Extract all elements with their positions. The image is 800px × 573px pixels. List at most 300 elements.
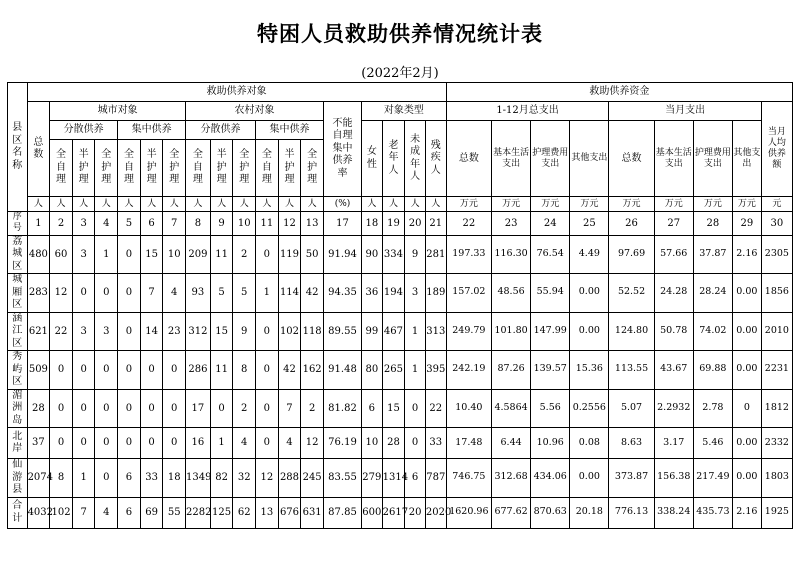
table-cell: 0.00 <box>570 274 609 313</box>
table-cell: 0.00 <box>732 351 761 390</box>
header-full-care: 全 护 理 <box>301 140 324 197</box>
table-cell: 0 <box>118 351 141 390</box>
unit-cell: 人 <box>27 197 50 212</box>
table-cell: 3 <box>95 312 118 351</box>
table-cell: 76.54 <box>531 235 570 274</box>
table-cell: 3.17 <box>654 428 693 459</box>
table-cell: 4.5864 <box>492 389 531 428</box>
statistics-table <box>7 82 793 529</box>
table-cell: 4 <box>278 428 301 459</box>
table-cell: 48.56 <box>492 274 531 313</box>
unit-cell: 万元 <box>446 197 491 212</box>
table-cell: 1 <box>72 459 95 498</box>
table-cell: 1314 <box>382 459 405 498</box>
table-cell: 20 <box>405 497 426 528</box>
table-cell: 676 <box>278 497 301 528</box>
table-cell: 28.24 <box>693 274 732 313</box>
seq-label: 序 号 <box>8 212 28 236</box>
table-cell: 125 <box>210 497 233 528</box>
header-rural-centralized: 集中供养 <box>256 121 324 140</box>
unit-cell: 人 <box>362 197 383 212</box>
seq-cell: 18 <box>362 212 383 236</box>
unit-cell: 万元 <box>732 197 761 212</box>
table-cell: 2020 <box>425 497 446 528</box>
table-cell: 621 <box>27 312 50 351</box>
table-cell: 83.55 <box>323 459 361 498</box>
header-month-other: 其他支出 <box>732 121 761 197</box>
table-cell: 0 <box>72 389 95 428</box>
unit-cell: 人 <box>50 197 73 212</box>
table-cell: 74.02 <box>693 312 732 351</box>
table-cell: 118 <box>301 312 324 351</box>
table-cell: 4 <box>233 428 256 459</box>
table-cell: 0.00 <box>732 428 761 459</box>
unit-cell: 人 <box>118 197 141 212</box>
table-cell: 787 <box>425 459 446 498</box>
table-cell: 434.06 <box>531 459 570 498</box>
unit-cell: 人 <box>278 197 301 212</box>
table-cell: 28 <box>382 428 405 459</box>
header-full-care: 全 护 理 <box>233 140 256 197</box>
table-cell: 4032 <box>27 497 50 528</box>
table-cell: 42 <box>301 274 324 313</box>
table-cell: 509 <box>27 351 50 390</box>
table-cell: 395 <box>425 351 446 390</box>
seq-cell: 12 <box>278 212 301 236</box>
seq-cell: 10 <box>233 212 256 236</box>
table-cell: 1 <box>95 235 118 274</box>
table-row <box>8 497 793 528</box>
header-county-name: 县 区 名 称 <box>8 83 28 212</box>
table-cell: 15 <box>382 389 405 428</box>
table-cell: 99 <box>362 312 383 351</box>
table-cell: 91.48 <box>323 351 361 390</box>
table-cell: 600 <box>362 497 383 528</box>
table-cell: 36 <box>362 274 383 313</box>
table-cell: 37.87 <box>693 235 732 274</box>
table-cell: 3 <box>72 235 95 274</box>
table-cell: 94.35 <box>323 274 361 313</box>
table-row <box>8 459 793 498</box>
table-cell: 147.99 <box>531 312 570 351</box>
table-cell: 4 <box>163 274 186 313</box>
table-cell: 2.16 <box>732 497 761 528</box>
table-cell: 6 <box>405 459 426 498</box>
table-cell: 43.67 <box>654 351 693 390</box>
unit-cell: 人 <box>233 197 256 212</box>
table-cell: 1803 <box>761 459 792 498</box>
table-cell: 0 <box>118 428 141 459</box>
header-rate: 不能 自理 集中 供养 率 <box>323 102 361 197</box>
table-cell: 8 <box>50 459 73 498</box>
table-cell: 33 <box>425 428 446 459</box>
table-cell: 288 <box>278 459 301 498</box>
row-name: 城 厢 区 <box>8 274 28 313</box>
unit-cell: 人 <box>186 197 211 212</box>
table-cell: 37 <box>27 428 50 459</box>
table-cell: 11 <box>210 235 233 274</box>
unit-cell: (%) <box>323 197 361 212</box>
table-cell: 113.55 <box>609 351 654 390</box>
table-cell: 6.44 <box>492 428 531 459</box>
table-cell: 0 <box>140 428 163 459</box>
table-cell: 334 <box>382 235 405 274</box>
table-cell: 6 <box>362 389 383 428</box>
table-cell: 0 <box>163 389 186 428</box>
header-full-self: 全 自 理 <box>50 140 73 197</box>
table-cell: 2332 <box>761 428 792 459</box>
table-row <box>8 389 793 428</box>
table-cell: 87.26 <box>492 351 531 390</box>
table-cell: 8.63 <box>609 428 654 459</box>
unit-cell: 万元 <box>693 197 732 212</box>
table-cell: 312.68 <box>492 459 531 498</box>
row-name: 荔 城 区 <box>8 235 28 274</box>
table-cell: 265 <box>382 351 405 390</box>
table-cell: 2 <box>301 389 324 428</box>
table-cell: 10.96 <box>531 428 570 459</box>
seq-cell: 24 <box>531 212 570 236</box>
header-elderly: 老 年 人 <box>382 121 405 197</box>
table-cell: 0 <box>118 312 141 351</box>
table-cell: 286 <box>186 351 211 390</box>
table-cell: 7 <box>278 389 301 428</box>
table-cell: 283 <box>27 274 50 313</box>
table-cell: 279 <box>362 459 383 498</box>
header-ytd-other: 其他支出 <box>570 121 609 197</box>
table-cell: 15 <box>210 312 233 351</box>
table-cell: 7 <box>72 497 95 528</box>
table-cell: 2074 <box>27 459 50 498</box>
page-subtitle: (2022年2月) <box>361 66 439 81</box>
table-cell: 101.80 <box>492 312 531 351</box>
header-full-self: 全 自 理 <box>118 140 141 197</box>
header-ytd-care: 护理费用支出 <box>531 121 570 197</box>
unit-cell: 人 <box>405 197 426 212</box>
table-row <box>8 235 793 274</box>
unit-cell: 人 <box>95 197 118 212</box>
seq-cell: 11 <box>256 212 279 236</box>
row-name: 仙 游 县 <box>8 459 28 498</box>
table-cell: 1925 <box>761 497 792 528</box>
table-cell: 209 <box>186 235 211 274</box>
table-cell: 2.16 <box>732 235 761 274</box>
table-cell: 28 <box>27 389 50 428</box>
table-cell: 1812 <box>761 389 792 428</box>
table-cell: 76.19 <box>323 428 361 459</box>
seq-cell: 9 <box>210 212 233 236</box>
table-cell: 17.48 <box>446 428 491 459</box>
table-cell: 9 <box>405 235 426 274</box>
table-cell: 81.82 <box>323 389 361 428</box>
table-cell: 217.49 <box>693 459 732 498</box>
table-cell: 12 <box>256 459 279 498</box>
table-cell: 2 <box>233 389 256 428</box>
unit-cell: 人 <box>301 197 324 212</box>
table-cell: 2.2932 <box>654 389 693 428</box>
table-cell: 8 <box>233 351 256 390</box>
header-ytd: 1-12月总支出 <box>446 102 609 121</box>
table-cell: 0 <box>50 428 73 459</box>
table-cell: 312 <box>186 312 211 351</box>
row-name: 合 计 <box>8 497 28 528</box>
unit-cell: 万元 <box>492 197 531 212</box>
table-cell: 0 <box>163 428 186 459</box>
table-cell: 0 <box>256 235 279 274</box>
header-minor: 未 成 年 人 <box>405 121 426 197</box>
seq-cell: 13 <box>301 212 324 236</box>
header-rural: 农村对象 <box>186 102 324 121</box>
table-cell: 0 <box>50 389 73 428</box>
table-cell: 62 <box>233 497 256 528</box>
table-cell: 0.00 <box>732 274 761 313</box>
table-cell: 93 <box>186 274 211 313</box>
table-cell: 3 <box>72 312 95 351</box>
table-cell: 52.52 <box>609 274 654 313</box>
table-cell: 90 <box>362 235 383 274</box>
table-cell: 13 <box>256 497 279 528</box>
table-cell: 1 <box>405 312 426 351</box>
header-ytd-total: 总数 <box>446 121 491 197</box>
unit-cell: 人 <box>163 197 186 212</box>
unit-cell: 万元 <box>654 197 693 212</box>
table-cell: 480 <box>27 235 50 274</box>
table-cell: 42 <box>278 351 301 390</box>
table-cell: 197.33 <box>446 235 491 274</box>
seq-cell: 26 <box>609 212 654 236</box>
table-cell: 69.88 <box>693 351 732 390</box>
unit-cell: 人 <box>72 197 95 212</box>
table-cell: 55.94 <box>531 274 570 313</box>
seq-cell: 8 <box>186 212 211 236</box>
table-cell: 139.57 <box>531 351 570 390</box>
table-cell: 3 <box>405 274 426 313</box>
seq-cell: 21 <box>425 212 446 236</box>
header-funds: 救助供养资金 <box>446 83 792 102</box>
seq-cell: 29 <box>732 212 761 236</box>
table-cell: 32 <box>233 459 256 498</box>
table-cell: 249.79 <box>446 312 491 351</box>
header-full-care: 全 护 理 <box>95 140 118 197</box>
table-cell: 0 <box>95 428 118 459</box>
seq-cell: 7 <box>163 212 186 236</box>
table-cell: 746.75 <box>446 459 491 498</box>
table-cell: 0 <box>256 312 279 351</box>
table-cell: 12 <box>301 428 324 459</box>
table-cell: 0.08 <box>570 428 609 459</box>
table-cell: 89.55 <box>323 312 361 351</box>
table-cell: 50.78 <box>654 312 693 351</box>
unit-cell: 人 <box>210 197 233 212</box>
table-cell: 5 <box>210 274 233 313</box>
header-month-total: 总数 <box>609 121 654 197</box>
unit-cell: 万元 <box>570 197 609 212</box>
unit-cell: 人 <box>256 197 279 212</box>
table-row <box>8 312 793 351</box>
table-cell: 313 <box>425 312 446 351</box>
table-cell: 0 <box>95 274 118 313</box>
table-row <box>8 428 793 459</box>
row-name: 涵 江 区 <box>8 312 28 351</box>
header-object-type: 对象类型 <box>362 102 447 121</box>
table-cell: 6 <box>118 497 141 528</box>
seq-cell: 25 <box>570 212 609 236</box>
header-urban: 城市对象 <box>50 102 186 121</box>
table-cell: 2010 <box>761 312 792 351</box>
table-cell: 22 <box>50 312 73 351</box>
table-cell: 0 <box>95 389 118 428</box>
table-cell: 2617 <box>382 497 405 528</box>
table-cell: 87.85 <box>323 497 361 528</box>
table-cell: 119 <box>278 235 301 274</box>
seq-cell: 23 <box>492 212 531 236</box>
table-cell: 1 <box>405 351 426 390</box>
table-cell: 4 <box>95 497 118 528</box>
unit-cell: 人 <box>382 197 405 212</box>
table-cell: 5.07 <box>609 389 654 428</box>
table-cell: 7 <box>140 274 163 313</box>
header-disabled: 残 疾 人 <box>425 121 446 197</box>
table-cell: 0 <box>405 389 426 428</box>
table-cell: 631 <box>301 497 324 528</box>
table-cell: 102 <box>50 497 73 528</box>
table-cell: 22 <box>425 389 446 428</box>
table-cell: 55 <box>163 497 186 528</box>
table-cell: 2305 <box>761 235 792 274</box>
table-cell: 0 <box>118 389 141 428</box>
table-cell: 20.18 <box>570 497 609 528</box>
table-cell: 0.00 <box>732 459 761 498</box>
table-cell: 157.02 <box>446 274 491 313</box>
table-cell: 1349 <box>186 459 211 498</box>
header-total: 总 数 <box>27 102 50 197</box>
header-ytd-basic: 基本生活支出 <box>492 121 531 197</box>
table-cell: 69 <box>140 497 163 528</box>
page-title: 特困人员救助供养情况统计表 <box>257 22 543 46</box>
table-cell: 60 <box>50 235 73 274</box>
table-cell: 0 <box>95 351 118 390</box>
header-female: 女 性 <box>362 121 383 197</box>
table-cell: 435.73 <box>693 497 732 528</box>
table-cell: 10 <box>362 428 383 459</box>
seq-cell: 30 <box>761 212 792 236</box>
table-cell: 80 <box>362 351 383 390</box>
header-half-care: 半 护 理 <box>210 140 233 197</box>
table-cell: 0.00 <box>732 312 761 351</box>
table-cell: 1 <box>210 428 233 459</box>
seq-cell: 4 <box>95 212 118 236</box>
table-cell: 0 <box>72 274 95 313</box>
table-cell: 245 <box>301 459 324 498</box>
row-name: 秀 屿 区 <box>8 351 28 390</box>
seq-cell: 17 <box>323 212 361 236</box>
header-month: 当月支出 <box>609 102 761 121</box>
unit-cell: 人 <box>425 197 446 212</box>
table-cell: 4.49 <box>570 235 609 274</box>
table-cell: 1856 <box>761 274 792 313</box>
table-cell: 1620.96 <box>446 497 491 528</box>
table-cell: 12 <box>50 274 73 313</box>
table-cell: 0.00 <box>570 312 609 351</box>
table-cell: 0 <box>118 274 141 313</box>
table-cell: 776.13 <box>609 497 654 528</box>
table-cell: 0 <box>140 389 163 428</box>
unit-cell: 万元 <box>609 197 654 212</box>
table-cell: 0 <box>72 428 95 459</box>
seq-cell: 28 <box>693 212 732 236</box>
table-cell: 57.66 <box>654 235 693 274</box>
header-rural-dispersed: 分散供养 <box>186 121 256 140</box>
table-cell: 2 <box>233 235 256 274</box>
unit-cell: 人 <box>140 197 163 212</box>
table-cell: 82 <box>210 459 233 498</box>
table-cell: 156.38 <box>654 459 693 498</box>
table-cell: 33 <box>140 459 163 498</box>
table-cell: 18 <box>163 459 186 498</box>
table-cell: 5.56 <box>531 389 570 428</box>
table-cell: 11 <box>210 351 233 390</box>
table-cell: 9 <box>233 312 256 351</box>
table-cell: 0 <box>50 351 73 390</box>
table-cell: 467 <box>382 312 405 351</box>
table-cell: 338.24 <box>654 497 693 528</box>
table-cell: 242.19 <box>446 351 491 390</box>
table-cell: 0 <box>256 428 279 459</box>
table-cell: 0 <box>95 459 118 498</box>
header-support-objects: 救助供养对象 <box>27 83 446 102</box>
table-cell: 91.94 <box>323 235 361 274</box>
seq-cell: 19 <box>382 212 405 236</box>
row-name: 北 岸 <box>8 428 28 459</box>
table-cell: 10.40 <box>446 389 491 428</box>
table-cell: 24.28 <box>654 274 693 313</box>
table-cell: 373.87 <box>609 459 654 498</box>
header-month-care: 护理费用支出 <box>693 121 732 197</box>
unit-cell: 万元 <box>531 197 570 212</box>
table-cell: 0 <box>140 351 163 390</box>
table-cell: 2282 <box>186 497 211 528</box>
header-full-care: 全 护 理 <box>163 140 186 197</box>
seq-cell: 27 <box>654 212 693 236</box>
table-cell: 50 <box>301 235 324 274</box>
table-cell: 116.30 <box>492 235 531 274</box>
table-row <box>8 274 793 313</box>
table-cell: 15 <box>140 235 163 274</box>
table-cell: 0 <box>405 428 426 459</box>
header-urban-centralized: 集中供养 <box>118 121 186 140</box>
seq-cell: 5 <box>118 212 141 236</box>
seq-cell: 20 <box>405 212 426 236</box>
table-cell: 97.69 <box>609 235 654 274</box>
header-full-self: 全 自 理 <box>256 140 279 197</box>
table-cell: 23 <box>163 312 186 351</box>
table-cell: 14 <box>140 312 163 351</box>
table-cell: 15.36 <box>570 351 609 390</box>
table-cell: 281 <box>425 235 446 274</box>
table-cell: 189 <box>425 274 446 313</box>
table-cell: 0 <box>118 235 141 274</box>
table-cell: 5.46 <box>693 428 732 459</box>
seq-cell: 22 <box>446 212 491 236</box>
table-cell: 0 <box>163 351 186 390</box>
table-cell: 870.63 <box>531 497 570 528</box>
header-month-basic: 基本生活支出 <box>654 121 693 197</box>
table-cell: 5 <box>233 274 256 313</box>
seq-cell: 1 <box>27 212 50 236</box>
table-cell: 10 <box>163 235 186 274</box>
table-cell: 1 <box>256 274 279 313</box>
row-name: 湄 洲 岛 <box>8 389 28 428</box>
